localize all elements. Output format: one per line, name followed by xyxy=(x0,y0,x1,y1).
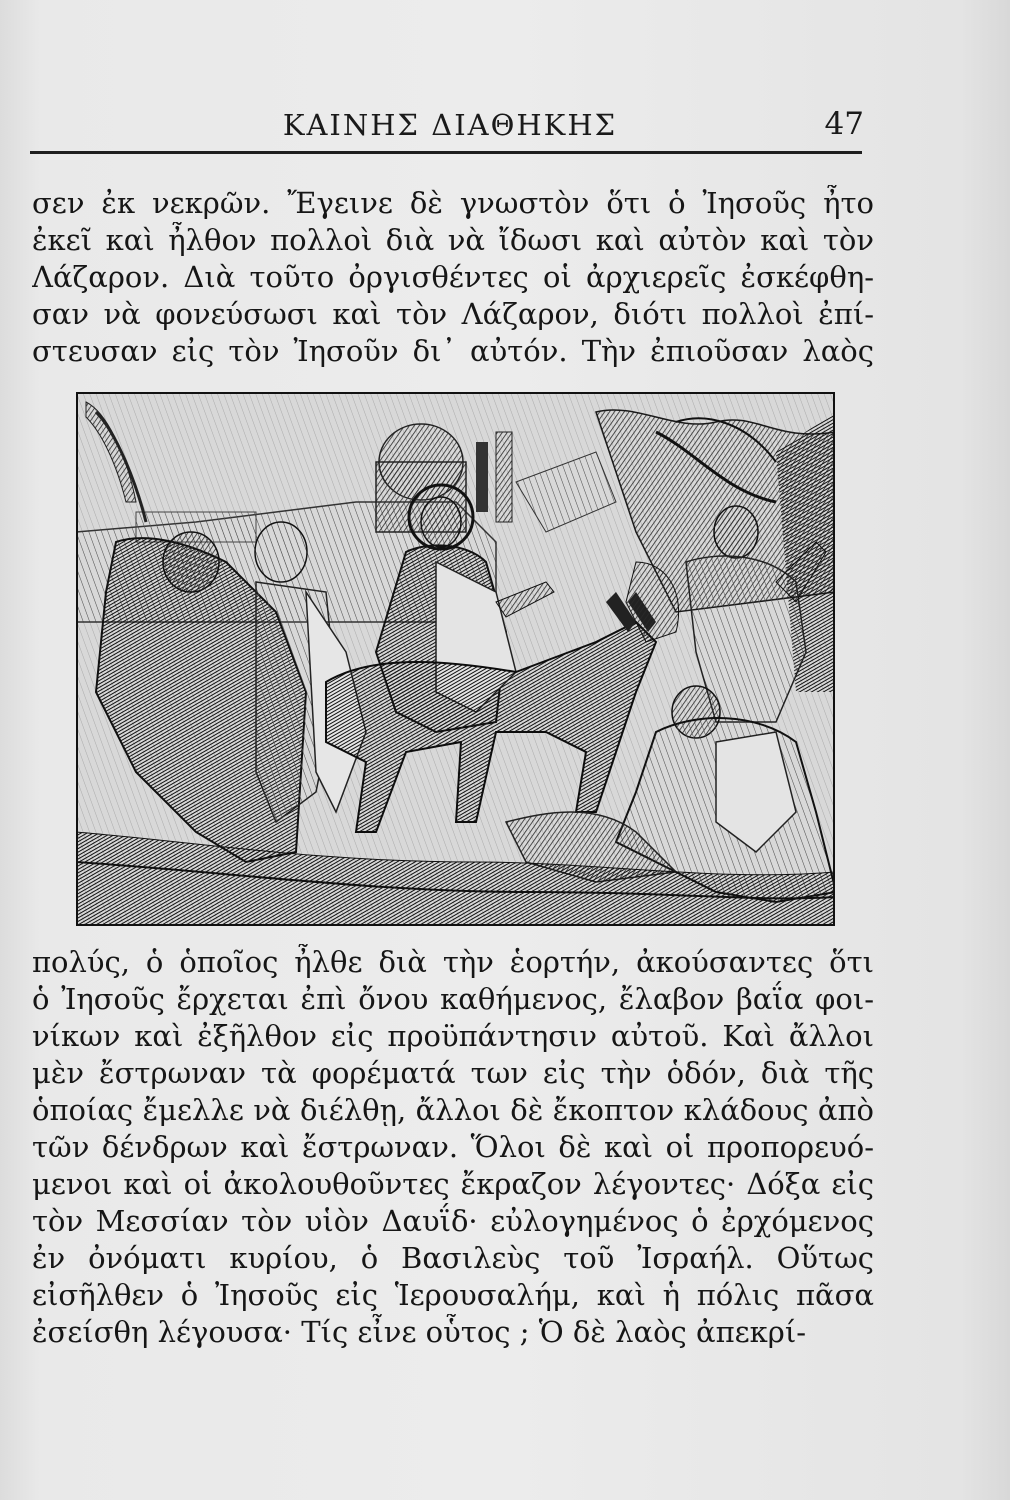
text-line: στευσαν εἰς τὸν Ἰησοῦν δι᾿ αὐτόν. Τὴν ἐπιοῦσαν λαὸς xyxy=(32,334,874,368)
paragraph-after-illustration xyxy=(32,944,874,1351)
text-line: σεν ἐκ νεκρῶν. Ἔγεινε δὲ γνωστὸν ὅτι ὁ Ἰησοῦς ἦτο xyxy=(32,186,874,220)
text-line: Λάζαρον. Διὰ τοῦτο ὀργισθέντες οἱ ἀρχιερεῖς ἐσκέφθη- xyxy=(32,260,874,294)
text-line: ὁποίας ἔμελλε νὰ διέλθῃ, ἄλλοι δὲ ἔκοπτον κλάδους ἀπὸ xyxy=(32,1093,874,1127)
text-line: τῶν δένδρων καὶ ἔστρωναν. Ὅλοι δὲ καὶ οἱ προπορευό- xyxy=(32,1130,874,1164)
text-line: ἐν ὀνόματι κυρίου, ὁ Βασιλεὺς τοῦ Ἰσραήλ. Οὕτως xyxy=(32,1241,874,1275)
header-rule xyxy=(30,151,862,154)
text-line: ἐκεῖ καὶ ἦλθον πολλοὶ διὰ νὰ ἴδωσι καὶ αὐτὸν καὶ τὸν xyxy=(32,223,874,257)
text-line: νίκων καὶ ἐξῆλθον εἰς προϋπάντησιν αὐτοῦ. Καὶ ἄλλοι xyxy=(32,1019,874,1053)
running-title: ΚΑΙΝΗΣ ΔΙΑΘΗΚΗΣ xyxy=(282,108,618,142)
page-number: 47 xyxy=(824,106,864,142)
text-line: ἐσείσθη λέγουσα· Τίς εἶνε οὗτος ; Ὁ δὲ λαὸς ἀπεκρί- xyxy=(32,1315,806,1349)
text-line: σαν νὰ φονεύσωσι καὶ τὸν Λάζαρον, διότι πολλοὶ ἐπί- xyxy=(32,297,874,331)
text-line: τὸν Μεσσίαν τὸν υἱὸν Δαυΐδ· εὐλογημένος ὁ ἐρχόμενος xyxy=(32,1204,874,1238)
text-line: εἰσῆλθεν ὁ Ἰησοῦς εἰς Ἱερουσαλήμ, καὶ ἡ πόλις πᾶσα xyxy=(32,1278,874,1312)
paragraph-before-illustration xyxy=(32,185,874,370)
text-line: ὁ Ἰησοῦς ἔρχεται ἐπὶ ὄνου καθήμενος, ἔλαβον βαΐα φοι- xyxy=(32,982,874,1016)
entry-into-jerusalem-engraving xyxy=(76,392,835,926)
text-line: μενοι καὶ οἱ ἀκολουθοῦντες ἔκραζον λέγοντες· Δόξα εἰς xyxy=(32,1167,874,1201)
text-line: πολύς, ὁ ὁποῖος ἦλθε διὰ τὴν ἑορτήν, ἀκούσαντες ὅτι xyxy=(32,945,874,979)
page-header xyxy=(30,108,870,154)
text-line: μὲν ἔστρωναν τὰ φορέματά των εἰς τὴν ὁδόν, διὰ τῆς xyxy=(32,1056,874,1090)
